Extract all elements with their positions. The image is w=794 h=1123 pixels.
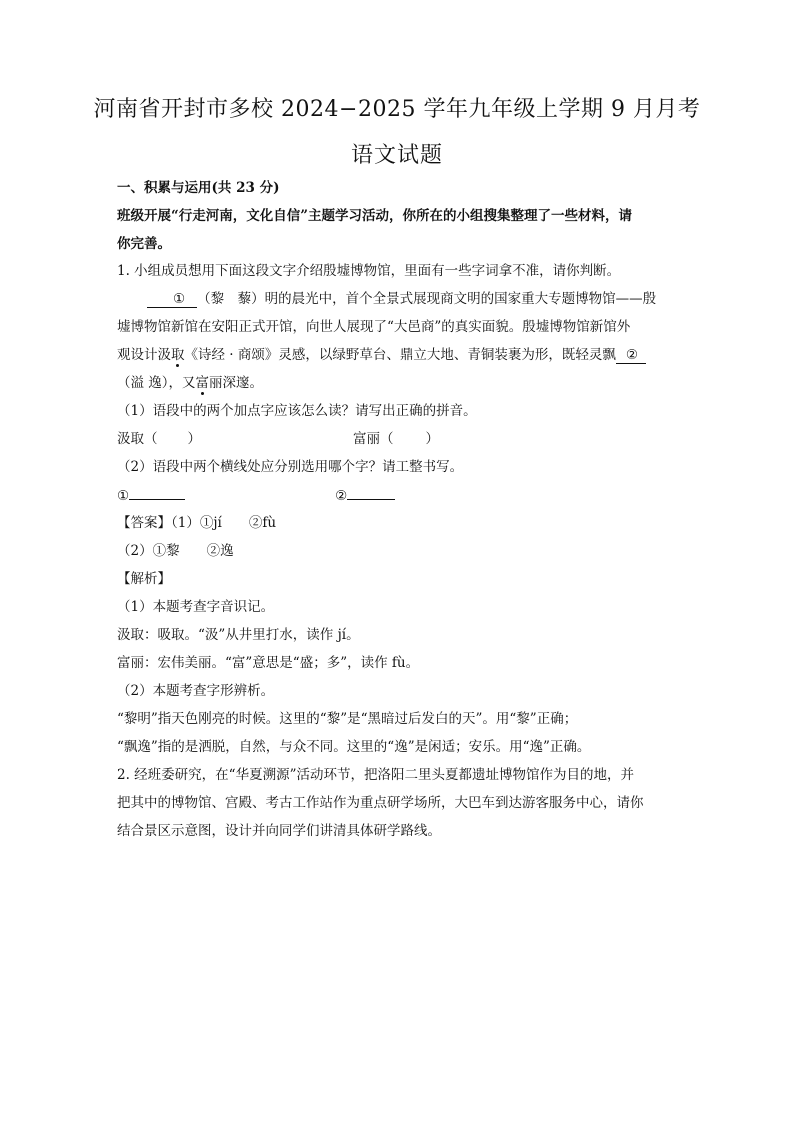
passage-line3-b: 《诗经 · 商颂》灵感，以绿野草台、鼎立大地、青铜装裹为形，既轻灵飘 [184,347,616,363]
answer-part1: （1）①jí ②fù [171,515,277,531]
passage-line4 [117,373,263,393]
question-2-line: 2. 经班委研究，在“华夏溯源”活动环节，把洛阳二里头夏都遗址博物馆作为目的地，并 [117,767,634,783]
sub-question-2: （2）语段中两个横线处应分别选用哪个字？请工整书写。 [117,459,464,475]
analysis-tag: 【解析】 [117,571,171,587]
analysis-line: （2）本题考查字形辨析。 [117,683,275,699]
passage-line1-text: （黎 藜）明的晨光中，首个全景式展现商文明的国家重大专题博物馆——殷 [197,291,657,307]
passage-line4-a: （溢 逸），又 [117,375,196,391]
passage-blank-2: ② [616,347,646,364]
writing-answer-row [117,485,395,506]
page-title-line1: 河南省开封市多校 2024−2025 学年九年级上学期 9 月月考 [93,97,701,122]
passage-line1 [147,289,656,309]
pinyin-label-fuli: 富丽（ [353,431,394,447]
writing-blank-2[interactable] [347,485,395,500]
dotted-char-qu: 取 [171,347,185,363]
analysis-line: 汲取：吸取。“汲”从井里打水，读作 jí。 [117,627,360,643]
page-title-line2: 语文试题 [350,143,443,168]
question-2-line: 把其中的博物馆、宫殿、考古工作站作为重点研学场所，大巴车到达游客服务中心，请你 [117,795,644,811]
pinyin-close-fuli: ） [425,431,439,447]
section-intro-line1: 班级开展“行走河南，文化自信”主题学习活动，你所在的小组搜集整理了一些材料，请 [117,208,633,224]
passage-line2: 墟博物馆新馆在安阳正式开馆，向世人展现了“大邑商”的真实面貌。殷墟博物馆新馆外 [117,319,631,335]
analysis-line: “黎明”指天色刚亮的时候。这里的“黎”是“黑暗过后发白的天”。用“黎”正确； [117,711,578,727]
dotted-char-fu: 富 [195,375,210,391]
answer-line1 [117,513,276,533]
pinyin-close-jiqu: ） [187,431,201,447]
question-1-stem: 1. 小组成员想用下面这段文字介绍殷墟博物馆，里面有一些字词拿不准，请你判断。 [117,263,621,279]
passage-line4-b: 丽深邃。 [209,375,264,391]
pinyin-label-jiqu: 汲取（ [117,431,158,447]
answer-part2: （2）①黎 ②逸 [117,543,234,559]
question-2-line: 结合景区示意图，设计并向同学们讲清具体研学路线。 [117,823,441,839]
section-heading: 一、积累与运用(共 23 分) [117,180,280,196]
passage-line3 [117,345,646,365]
writing-blank-1[interactable] [129,485,185,500]
answer-tag: 【答案】 [117,515,171,531]
analysis-line: 富丽：宏伟美丽。“富”意思是“盛；多”，读作 fù。 [117,655,420,671]
passage-line3-a: 观设计汲 [117,347,171,363]
analysis-line: “飘逸”指的是洒脱，自然，与众不同。这里的“逸”是闲适；安乐。用“逸”正确。 [117,739,591,755]
writing-label-1: ① [117,488,130,504]
analysis-line: （1）本题考查字音识记。 [117,599,275,615]
passage-blank-1: ① [147,291,197,308]
pinyin-answer-row [117,429,439,449]
sub-question-1: （1）语段中的两个加点字应该怎么读？请写出正确的拼音。 [117,403,477,419]
section-intro-line2: 你完善。 [117,236,171,252]
writing-label-2: ② [335,488,348,504]
